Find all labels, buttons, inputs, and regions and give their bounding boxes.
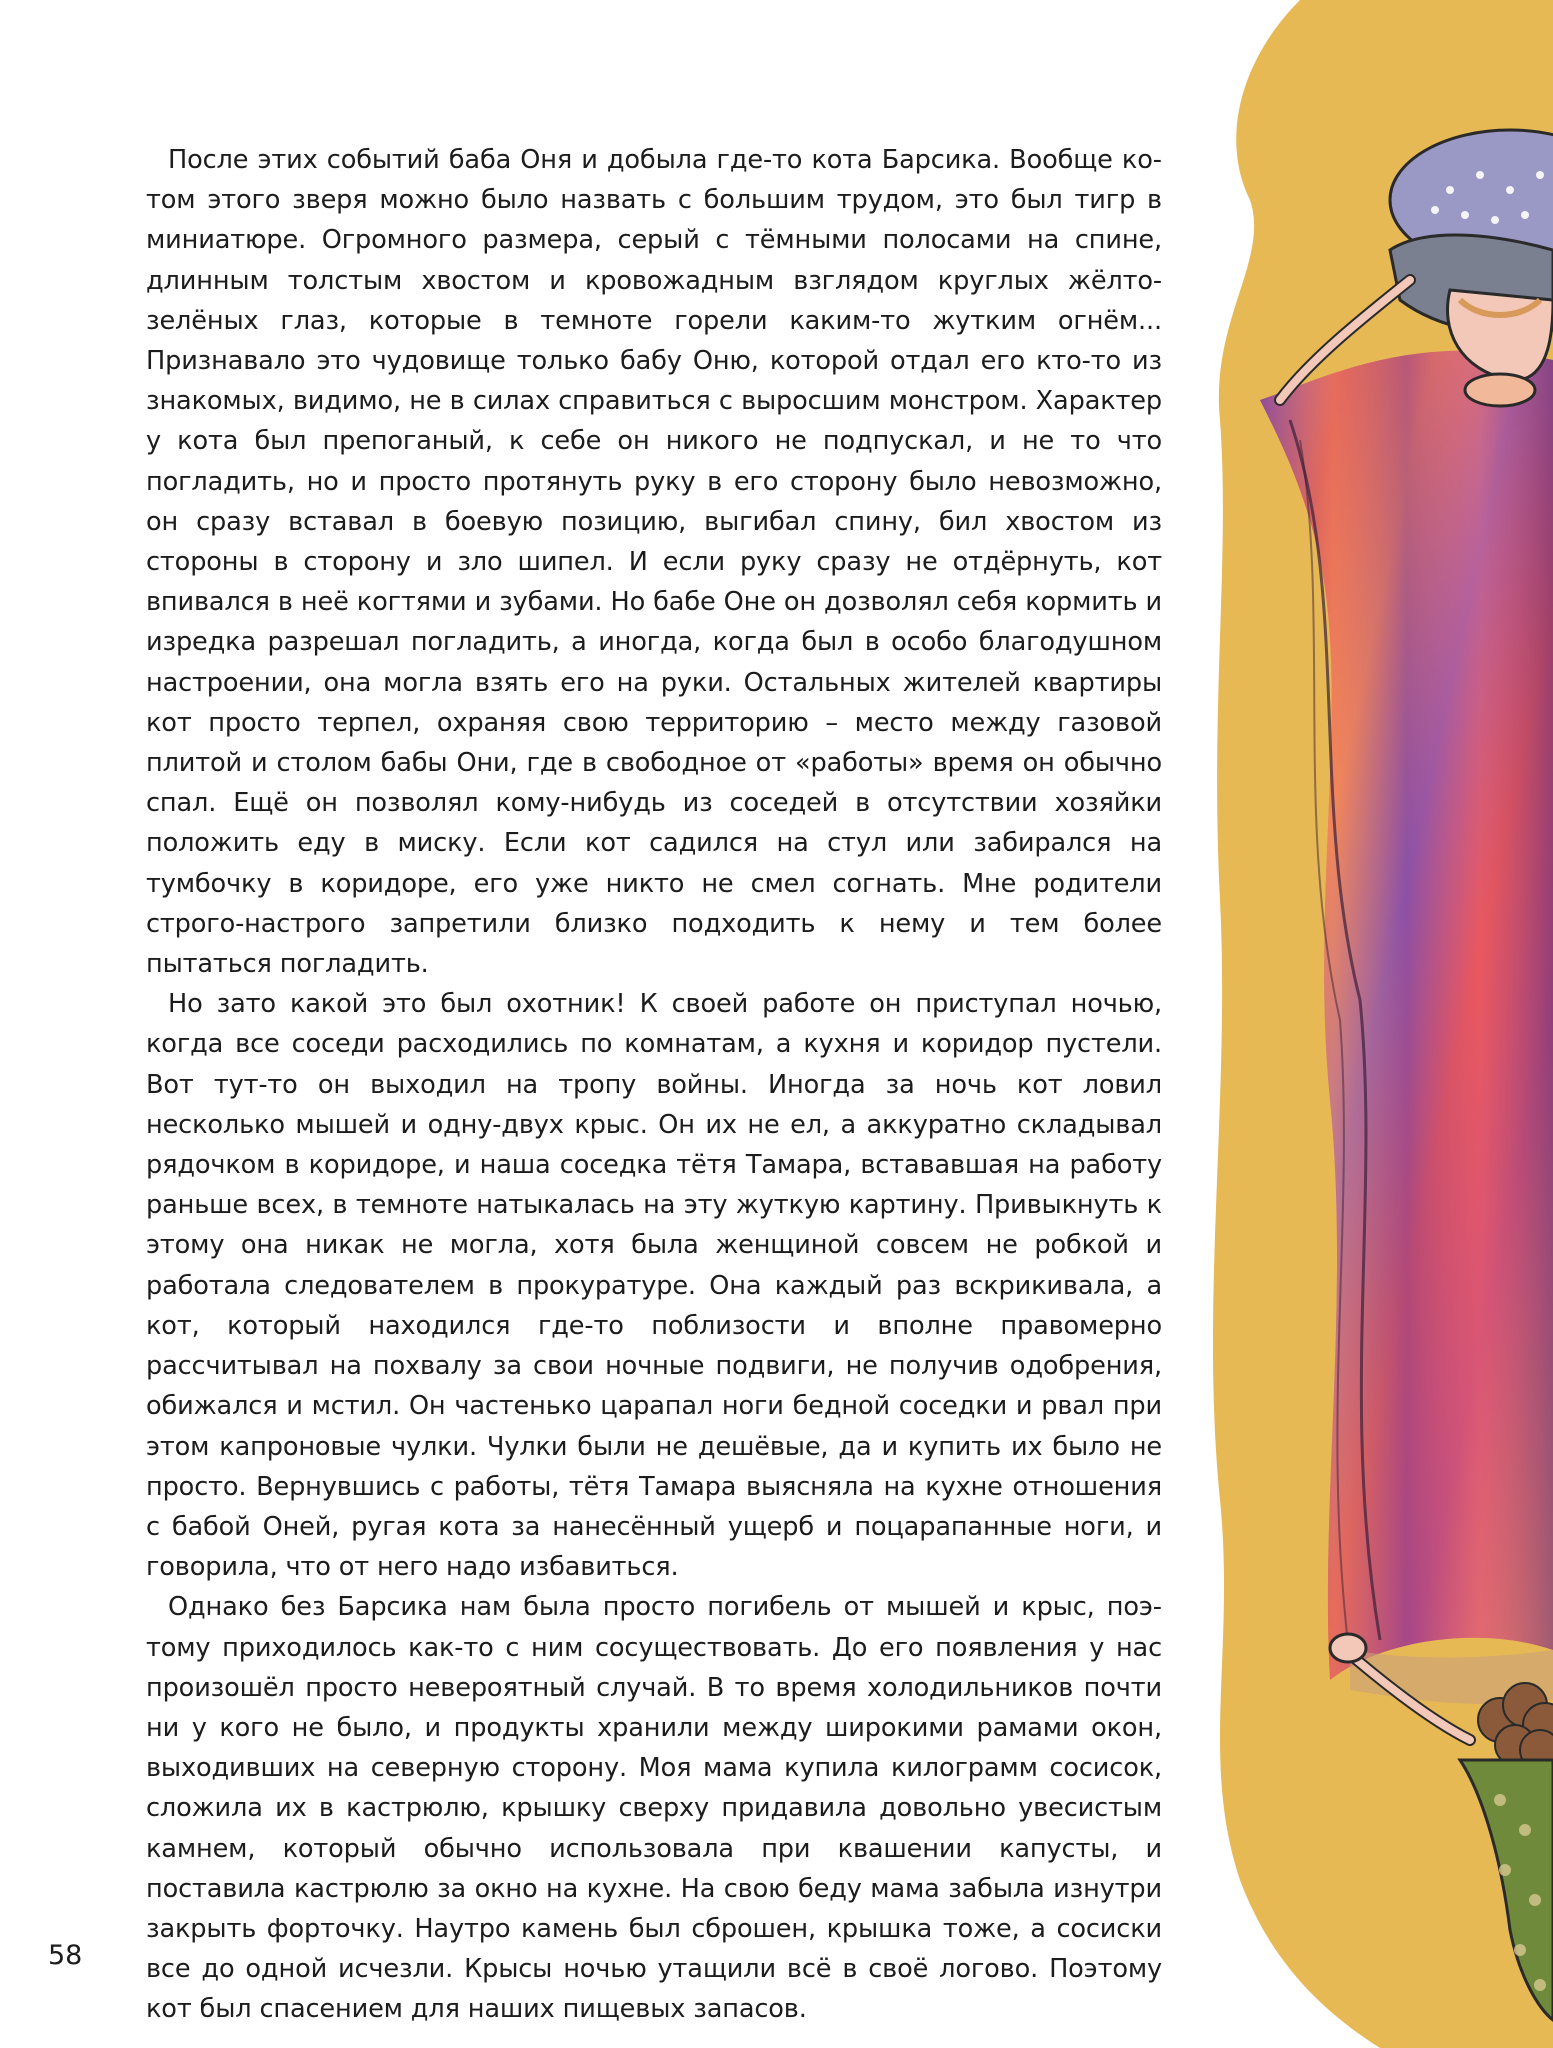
text-column bbox=[146, 140, 1162, 2030]
paragraph-1: После этих событий баба Оня и добыла где-то кота Барсика. Вообще котом этого зверя можно было назвать с большим трудом, это был тигр в миниатюре. Огромного размера, серый с тёмными полосами на спине, длинным толстым хвостом и кровожадным взглядом круглых жёлто-зелёных глаз, которые в темноте горели каким-то жутким огнём... Признавало это чудовище только бабу Оню, которой отдал его кто-то из знакомых, видимо, не в силах справиться с выросшим монстром. Характер у кота был препоганый, к себе он никого не подпускал, и не то что погладить, но и просто протянуть руку в его сторону было невозможно, он сразу вставал в боевую позицию, выгибал спину, бил хвостом из стороны в сторону и зло шипел. И если руку сразу не отдёрнуть, кот впивался в неё когтями и зубами. Но бабе Оне он дозволял себя кормить и изредка разрешал погладить, а иногда, когда был в особо благодушном настроении, она могла взять его на руки. Остальных жителей квартиры кот просто терпел, охраняя свою территорию – место между газовой плитой и столом бабы Они, где в свободное от «работы» время он обычно спал. Ещё он позволял кому-нибудь из соседей в отсутствии хозяйки положить еду в миску. Если кот садился на стул или забирался на тумбочку в коридоре, его уже никто не смел согнать. Мне родители строго-настрого запретили близко подходить к нему и тем более пытаться погладить. bbox=[146, 145, 1162, 980]
paragraph-2: Но зато какой это был охотник! К своей работе он приступал ночью, когда все соседи расходились по комнатам, а кухня и коридор пустели. Вот тут-то он выходил на тропу войны. Иногда за ночь кот ловил несколько мышей и одну-двух крыс. Он их не ел, а аккуратно складывал рядочком в коридоре, и наша соседка тётя Тамара, встававшая на работу раньше всех, в темноте натыкалась на эту жуткую картину. Привыкнуть к этому она никак не могла, хотя была женщиной совсем не робкой и работала следователем в прокуратуре. Она каждый раз вскрикивала, а кот, который находился где-то поблизости и вполне правомерно рассчитывал на похвалу за свои ночные подвиги, не получив одобрения, обижался и мстил. Он частенько царапал ноги бедной соседки и рвал при этом капроновые чулки. Чулки были не дешёвые, да и купить их было не просто. Вернувшись с работы, тётя Тамара выясняла на кухне отношения с бабой Оней, ругая кота за нанесённый ущерб и поцарапанные ноги, и говорила, что от него надо избавиться. bbox=[146, 989, 1162, 1583]
page-number: 58 bbox=[48, 1940, 83, 1971]
carpet-illustration bbox=[1180, 0, 1553, 2048]
paragraph-3: Однако без Барсика нам была просто погибель от мышей и крыс, поэтому приходилось как-то с ним сосуществовать. До его появления у нас произошёл просто невероятный случай. В то время холодильников почти ни у кого не было, и продукты хранили между широкими рамами окон, выходивших на северную сторону. Моя мама купила килограмм сосисок, сложила их в кастрюлю, крышку сверху придавила довольно увесистым камнем, который обычно использовала при квашении капусты, и поставила кастрюлю за окно на кухне. На свою беду мама забыла изнутри закрыть форточку. Наутро камень был сброшен, крышка тоже, а сосиски все до одной исчезли. Крысы ночью утащили всё в своё логово. Поэтому кот был спасением для наших пищевых запасов. bbox=[146, 1592, 1162, 2025]
